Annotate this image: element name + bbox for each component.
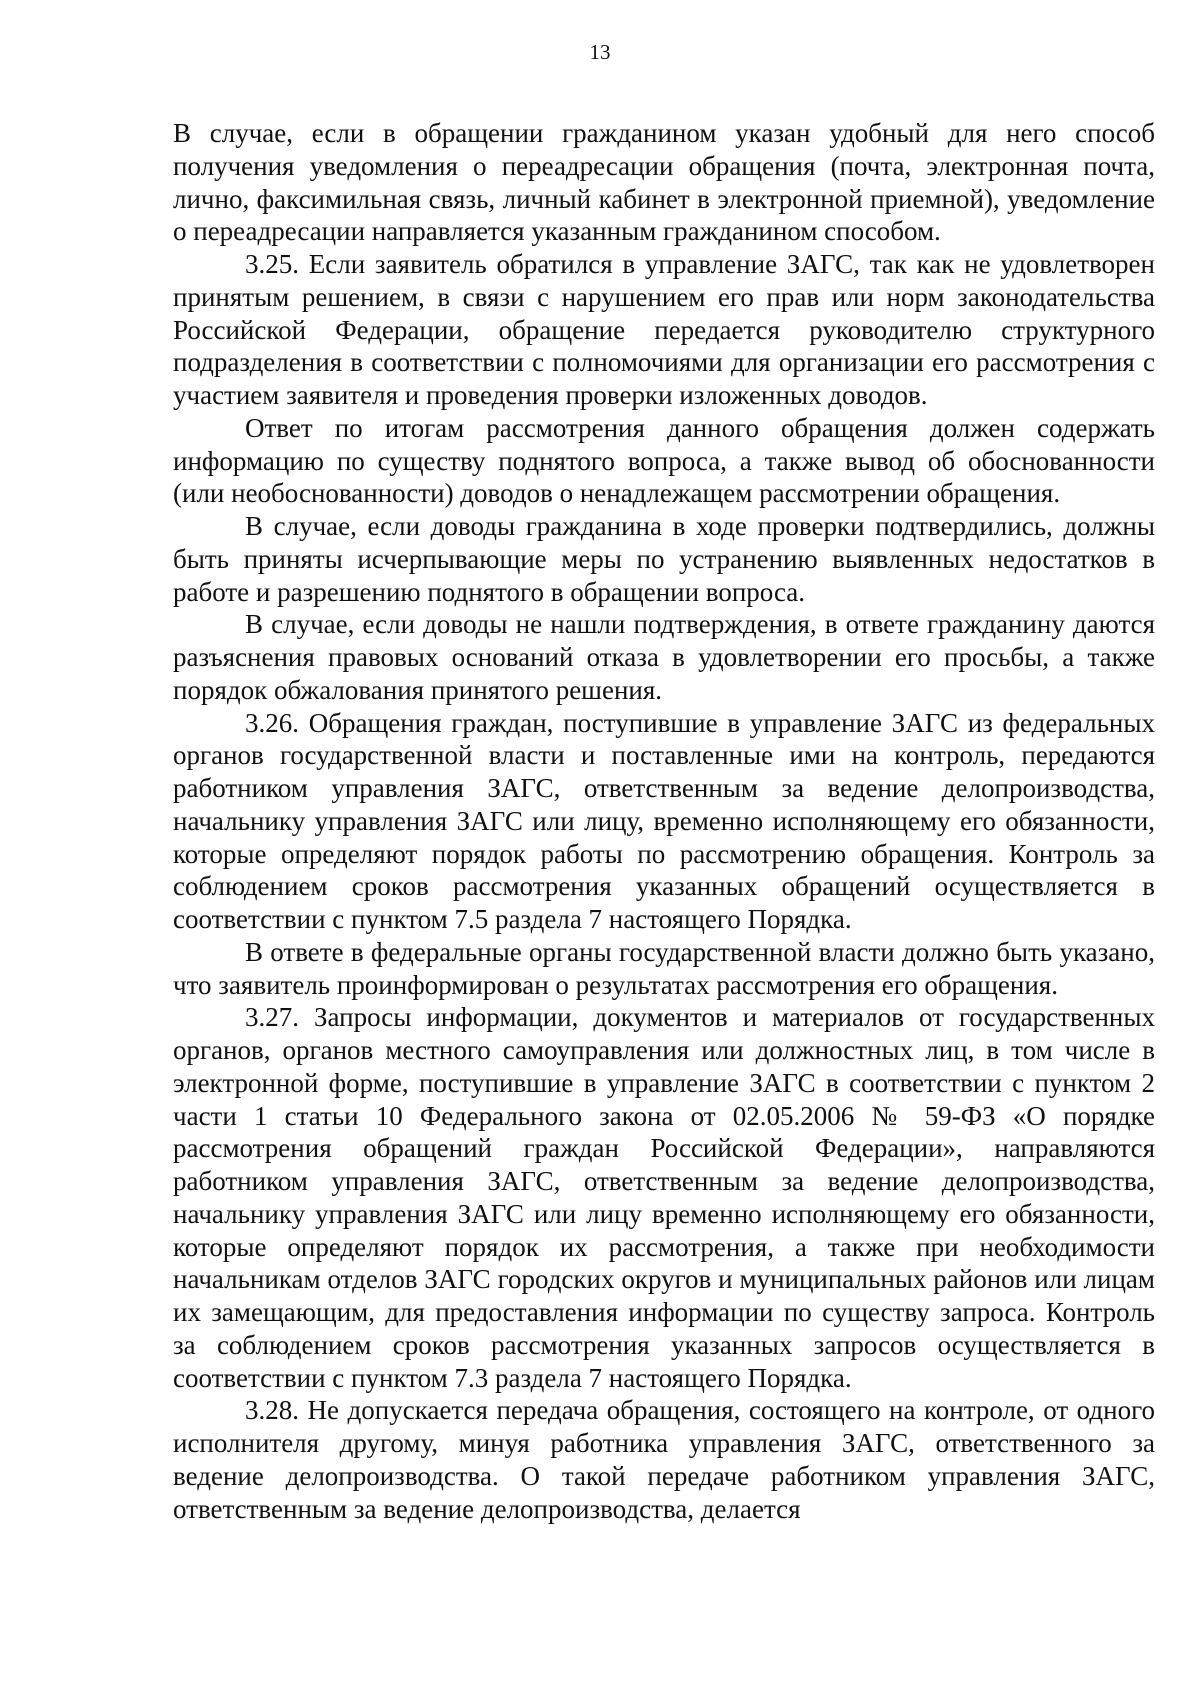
page-number: 13 <box>589 40 611 64</box>
paragraph-3-25: 3.25. Если заявитель обратился в управление ЗАГС, так как не удовлетворен принятым решением, в связи с нарушением его прав или норм законодательства Российской Федерации, обращение передается руководителю структурного подразделения в соответствии с полномочиями для организации его рассмотрения с участием заявителя и проведения проверки изложенных доводов. <box>173 249 1155 410</box>
paragraph-arguments-confirmed: В случае, если доводы гражданина в ходе проверки подтвердились, должны быть приняты исчерпывающие меры по устранению выявленных недостатков в работе и разрешению поднятого в обращении вопроса. <box>173 511 1155 607</box>
paragraph-3-26: 3.26. Обращения граждан, поступившие в управление ЗАГС из федеральных органов государственной власти и поставленные ими на контроль, передаются работником управления ЗАГС, ответственным за ведение делопроизводства, начальнику управления ЗАГС или лицу, временно исполняющему его обязанности, которые определяют порядок работы по рассмотрению обращения. Контроль за соблюдением сроков рассмотрения указанных обращений осуществляется в соответствии с пунктом 7.5 раздела 7 настоящего Порядка. <box>173 707 1155 934</box>
paragraph-answer-content: Ответ по итогам рассмотрения данного обращения должен содержать информацию по существу поднятого вопроса, а также вывод об обоснованности (или необоснованности) доводов о ненадлежащем рассмотрении обращения. <box>173 412 1155 509</box>
document-body <box>173 117 1155 1525</box>
paragraph-notification-method: В случае, если в обращении гражданином указан удобный для него способ получения уведомления о переадресации обращения (почта, электронная почта, лично, факсимильная связь, личный кабинет в электронной приемной), уведомление о переадресации направляется указанным гражданином способом. <box>173 118 1155 247</box>
paragraph-3-28: 3.28. Не допускается передача обращения, состоящего на контроле, от одного исполнителя другому, минуя работника управления ЗАГС, ответственного за ведение делопроизводства. О такой передаче работником управления ЗАГС, ответственным за ведение делопроизводства, делается <box>173 1395 1155 1524</box>
paragraph-3-27: 3.27. Запросы информации, документов и материалов от государственных органов, органов местного самоуправления или должностных лиц, в том числе в электронной форме, поступившие в управление ЗАГС в соответствии с пунктом 2 части 1 статьи 10 Федерального закона от 02.05.2006 № 59-ФЗ «О порядке рассмотрения обращений граждан Российской Федерации», направляются работником управления ЗАГС, ответственным за ведение делопроизводства, начальнику управления ЗАГС или лицу временно исполняющему его обязанности, которые определяют порядок их рассмотрения, а также при необходимости начальникам отделов ЗАГС городских округов и муниципальных районов или лицам их замещающим, для предоставления информации по существу запроса. Контроль за соблюдением сроков рассмотрения указанных запросов осуществляется в соответствии с пунктом 7.3 раздела 7 настоящего Порядка. <box>173 1002 1155 1393</box>
paragraph-arguments-not-confirmed: В случае, если доводы не нашли подтверждения, в ответе гражданину даются разъяснения правовых оснований отказа в удовлетворении его просьбы, а также порядок обжалования принятого решения. <box>173 609 1155 705</box>
paragraph-federal-answer: В ответе в федеральные органы государственной власти должно быть указано, что заявитель проинформирован о результатах рассмотрения его обращения. <box>173 936 1155 1000</box>
